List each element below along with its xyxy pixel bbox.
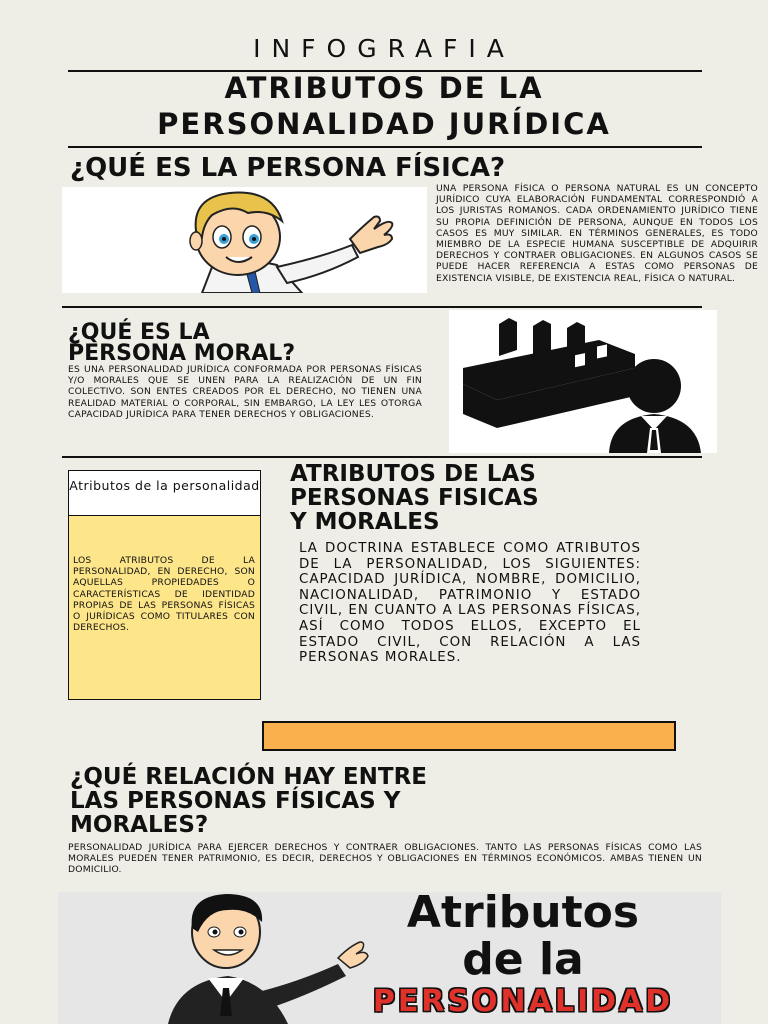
company-illustration xyxy=(449,310,717,453)
relacion-heading-line3: MORALES? xyxy=(70,812,209,838)
page-title-line2: PERSONALIDAD JURÍDICA xyxy=(157,107,611,141)
orange-bar xyxy=(262,721,676,751)
infografia-kicker: INFOGRAFIA xyxy=(253,34,515,63)
atributos-heading-line3: Y MORALES xyxy=(290,509,440,535)
moral-heading-line2: PERSONA MORAL? xyxy=(68,341,296,366)
relacion-body: PERSONALIDAD JURÍDICA PARA EJERCER DERECHOS Y CONTRAER OBLIGACIONES. TANTO LAS PERSONAS FÍSICAS COMO LAS MORALES PUEDEN TENER PATRIMONIO, ES DECIR, DERECHOS Y OBLIGACIONES EN TÉRMINOS ECONÓMICOS. AMBAS TIENEN UN DOMICILIO. xyxy=(68,842,702,876)
banner-line1: Atributos xyxy=(406,892,640,938)
page-title xyxy=(0,70,768,142)
banner-line2: de la xyxy=(462,934,584,985)
relacion-heading-line2: LAS PERSONAS FÍSICAS Y xyxy=(70,788,401,814)
relacion-heading xyxy=(70,765,730,837)
banner-title xyxy=(338,892,708,1022)
atributos-body: LA DOCTRINA ESTABLECE COMO ATRIBUTOS DE LA PERSONALIDAD, LOS SIGUIENTES: CAPACIDAD JURÍDICA, NOMBRE, DOMICILIO, NACIONALIDAD, PATRIMONIO Y ESTADO CIVIL, EN CUANTO A LAS PERSONAS FÍSICAS, ASÍ COMO TODOS ELLOS, EXCEPTO EL ESTADO CIVIL, CON RELACIÓN A LAS PERSONAS MORALES. xyxy=(299,541,641,666)
banner-line3: PERSONALIDAD xyxy=(372,984,674,1019)
cartoon-boy-illustration xyxy=(62,187,427,293)
atributos-heading-line1: ATRIBUTOS DE LAS xyxy=(290,461,536,487)
personalidad-banner xyxy=(58,892,721,1024)
divider-2 xyxy=(62,456,702,458)
relacion-heading-line1: ¿QUÉ RELACIÓN HAY ENTRE xyxy=(70,764,427,790)
atributos-heading xyxy=(290,462,730,534)
factory-person-icon xyxy=(449,310,717,453)
atributos-heading-line2: PERSONAS FISICAS xyxy=(290,485,539,511)
divider-1 xyxy=(62,306,702,308)
atributos-label-box xyxy=(68,470,261,516)
page-title-line1: ATRIBUTOS DE LA xyxy=(224,71,544,105)
moral-heading xyxy=(68,322,428,364)
header-rule-bottom xyxy=(68,146,702,148)
atributos-box-body: LOS ATRIBUTOS DE LA PERSONALIDAD, EN DERECHO, SON AQUELLAS PROPIEDADES O CARACTERÍSTICAS DE IDENTIDAD PROPIAS DE LAS PERSONAS FÍSICAS O JURÍDICAS COMO TITULARES CON DERECHOS. xyxy=(73,555,255,634)
cartoon-boy-icon xyxy=(62,187,427,293)
moral-heading-line1: ¿QUÉ ES LA xyxy=(68,320,210,345)
fisica-body: UNA PERSONA FÍSICA O PERSONA NATURAL ES UN CONCEPTO JURÍDICO CUYA ELABORACIÓN FUNDAMENTAL CORRESPONDIÓ A LOS JURISTAS ROMANOS. CADA ORDENAMIENTO JURÍDICO TIENE SU PROPIA DEFINICIÓN DE PERSONA, AUNQUE EN TODOS LOS CASOS ES MUY SIMILAR. EN TÉRMINOS GENERALES, ES TODO MIEMBRO DE LA ESPECIE HUMANA SUSCEPTIBLE DE ADQUIRIR DERECHOS Y CONTRAER OBLIGACIONES. EN ALGUNOS CASOS SE PUEDE HACER REFERENCIA A ESTAS COMO PERSONAS DE EXISTENCIA VISIBLE, DE EXISTENCIA REAL, FÍSICA O NATURAL. xyxy=(436,183,758,284)
fisica-heading: ¿QUÉ ES LA PERSONA FÍSICA? xyxy=(70,153,506,183)
moral-body: ES UNA PERSONALIDAD JURÍDICA CONFORMADA POR PERSONAS FÍSICAS Y/O MORALES QUE SE UNEN PARA LA REALIZACIÓN DE UN FIN COLECTIVO. SON ENTES CREADOS POR EL DERECHO, NO TIENEN UNA REALIDAD MATERIAL O CORPORAL, SIN EMBARGO, LA LEY LES OTORGA CAPACIDAD JURÍDICA PARA TENER DERECHOS Y OBLIGACIONES. xyxy=(68,364,422,420)
atributos-label: Atributos de la personalidad xyxy=(69,478,260,493)
